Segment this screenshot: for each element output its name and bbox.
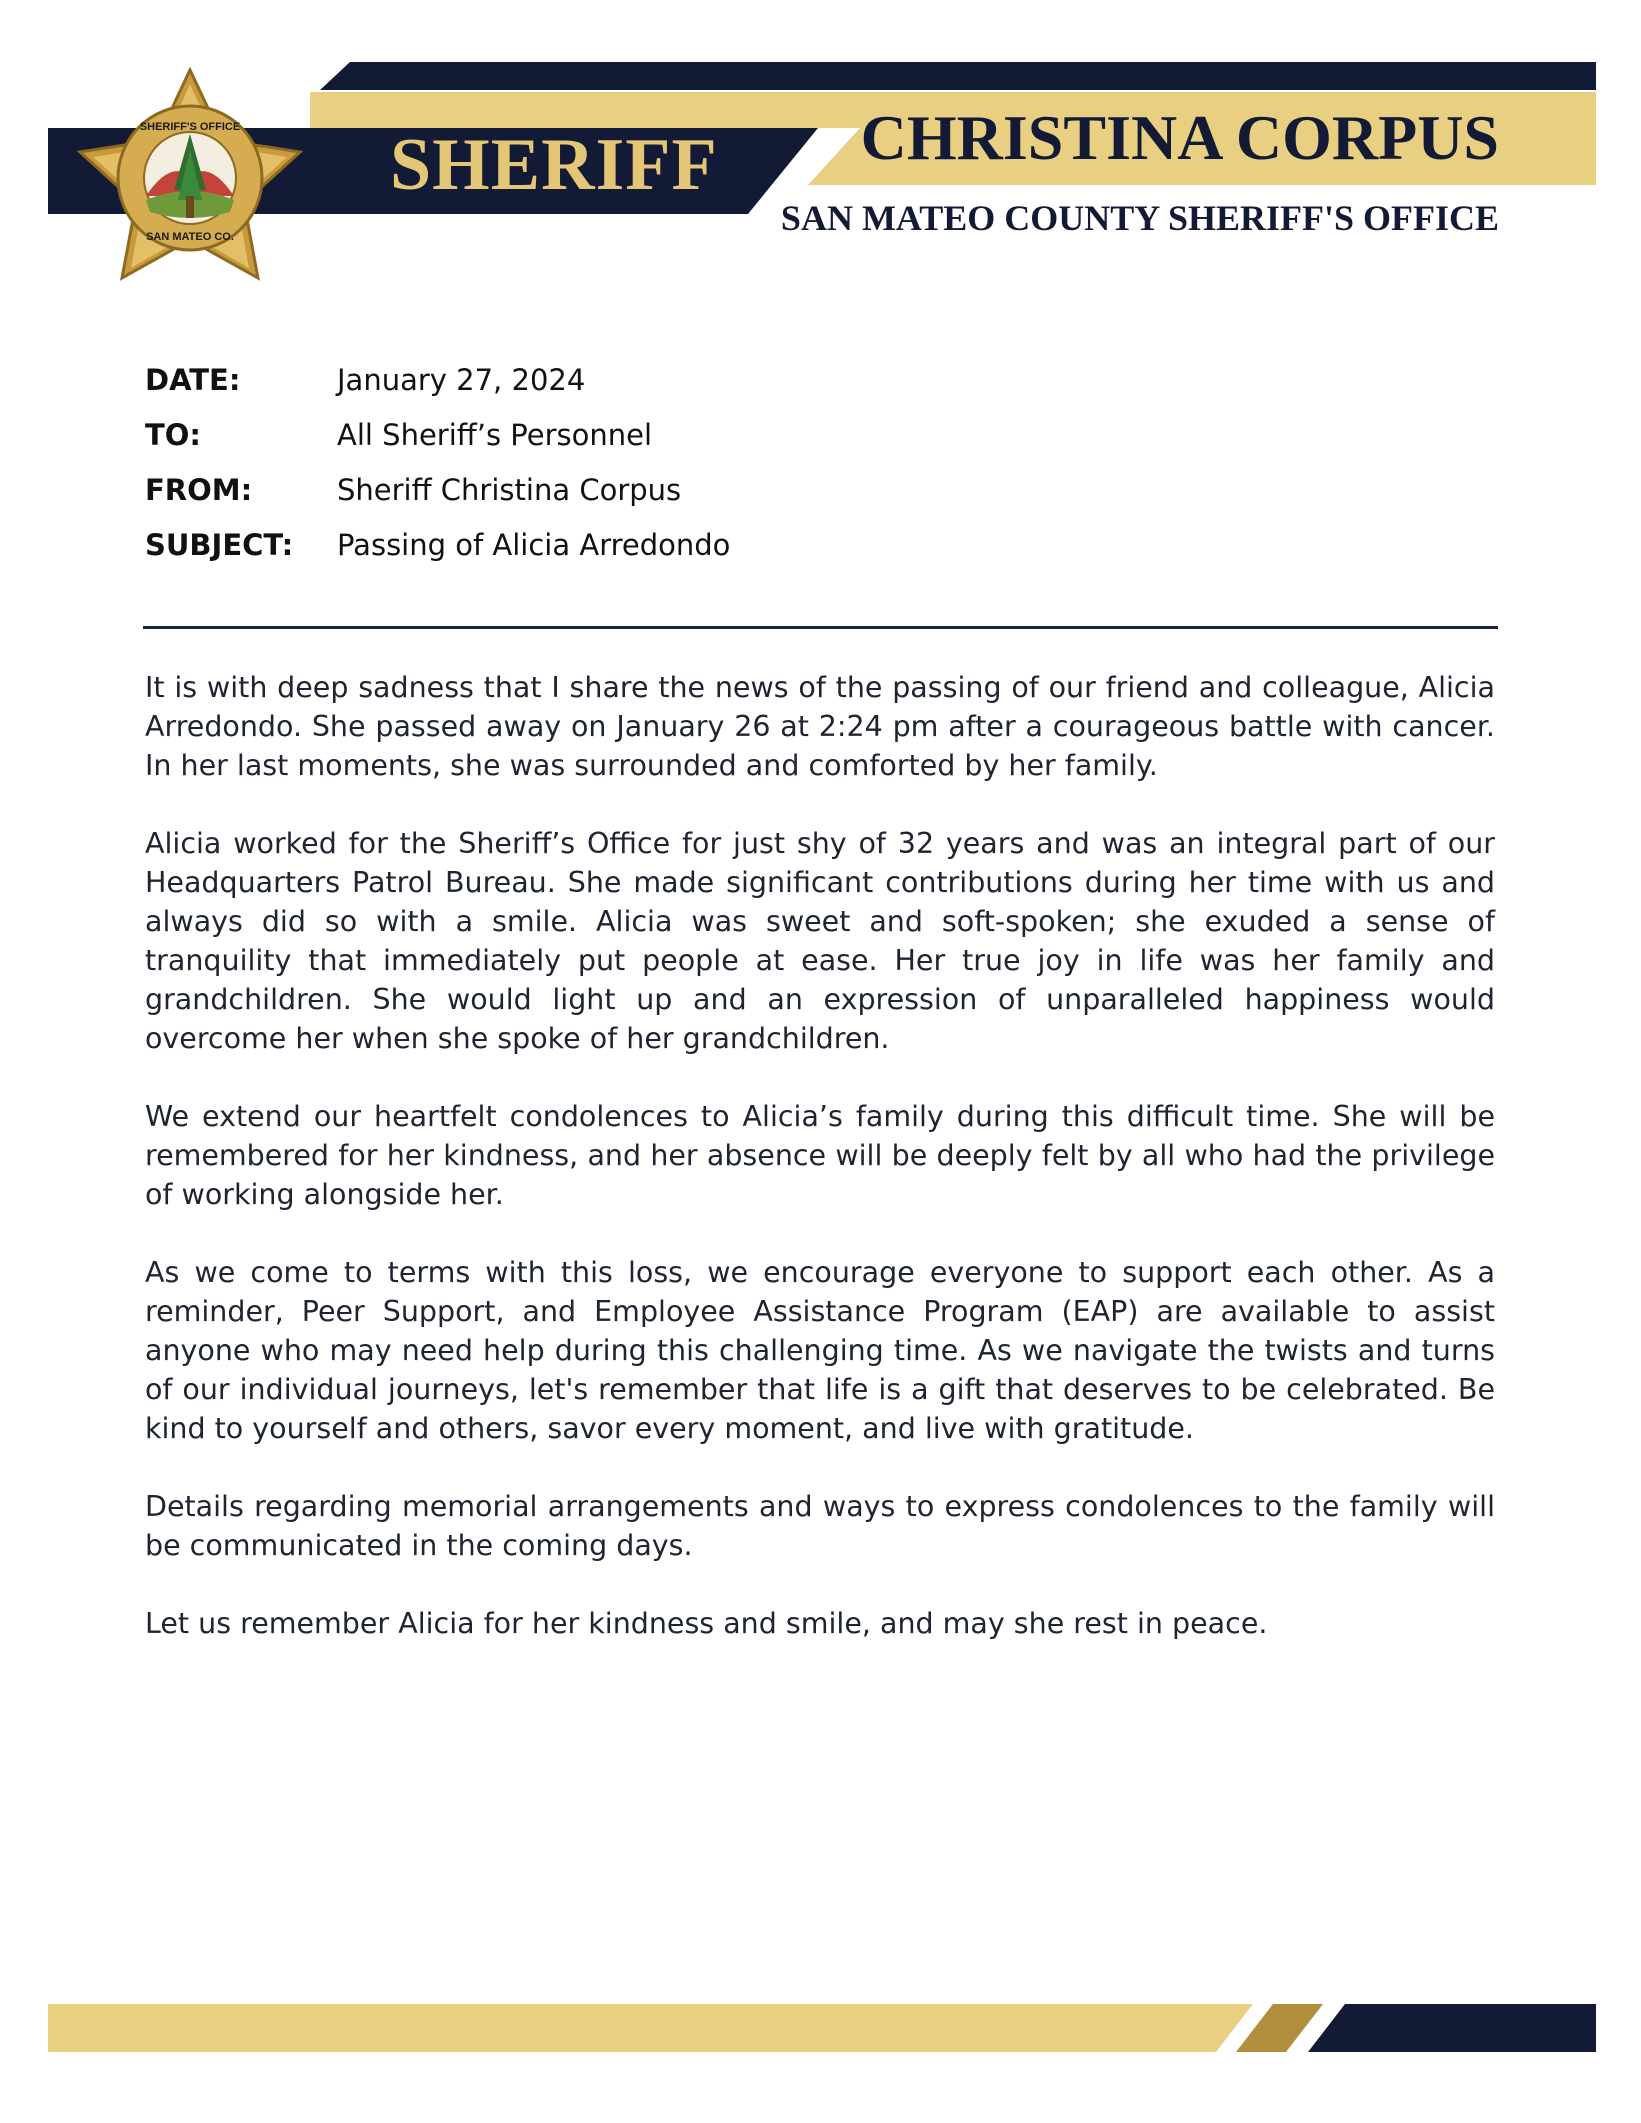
svg-text:SAN MATEO CO.: SAN MATEO CO. (146, 231, 234, 243)
subject-value: Passing of Alicia Arredondo (337, 527, 731, 562)
sheriff-badge-icon (80, 70, 300, 278)
to-label: TO: (145, 417, 202, 452)
footer-band (0, 2000, 1641, 2060)
footer-gold-strip (48, 2004, 1253, 2052)
svg-text:SHERIFF'S OFFICE: SHERIFF'S OFFICE (139, 121, 241, 133)
footer-accent-stripe (1236, 2004, 1323, 2052)
body-paragraph: It is with deep sadness that I share the news of the passing of our friend and colleague, Alicia Arredondo. She passed away on January 26 at 2:24 pm after a courageous battle with cancer. In her last moments, she was surrounded and comforted by her family. (145, 671, 1495, 782)
letterhead (0, 0, 1641, 340)
memo-row-from (145, 462, 730, 517)
date-label: DATE: (145, 362, 241, 397)
body-paragraph: We extend our heartfelt condolences to Alicia’s family during this difficult time. She will be remembered for her kindness, and her absence will be deeply felt by all who had the privilege of working alongside her. (145, 1100, 1495, 1211)
sheriff-name-title: CHRISTINA CORPUS (860, 102, 1499, 173)
body-paragraph: Alicia worked for the Sheriff’s Office for just shy of 32 years and was an integral part of our Headquarters Patrol Bureau. She made significant contributions during her time with us and always did so with a smile. Alicia was sweet and soft-spoken; she exuded a sense of tranquility that immediately put people at ease. Her true joy in life was her family and grandchildren. She would light up and an expression of unparalleled happiness would overcome her when she spoke of her grandchildren. (145, 827, 1495, 1055)
footer-graphics (0, 2000, 1641, 2060)
header-divider (143, 626, 1498, 629)
footer-navy-strip (1308, 2004, 1596, 2052)
to-value: All Sheriff’s Personnel (337, 417, 653, 452)
memo-row-date (145, 352, 730, 407)
body-paragraph: As we come to terms with this loss, we encourage everyone to support each other. As a reminder, Peer Support, and Employee Assistance Program (EAP) are available to assist anyone who may need help during this challenging time. As we navigate the twists and turns of our individual journeys, let's remember that life is a gift that deserves to be celebrated. Be kind to yourself and others, savor every moment, and live with gratitude. (145, 1256, 1495, 1445)
subject-label: SUBJECT: (145, 527, 294, 562)
memo-body (145, 668, 1495, 1682)
body-paragraph: Let us remember Alicia for her kindness and smile, and may she rest in peace. (145, 1607, 1268, 1640)
top-navy-strip (320, 62, 1596, 90)
sheriff-wordmark: SHERIFF (390, 124, 718, 206)
memo-row-to (145, 407, 730, 462)
body-paragraph: Details regarding memorial arrangements and ways to express condolences to the family will be communicated in the coming days. (145, 1490, 1495, 1562)
memo-row-subject (145, 517, 730, 572)
office-title: SAN MATEO COUNTY SHERIFF'S OFFICE (780, 198, 1499, 238)
date-value: January 27, 2024 (337, 362, 586, 397)
from-value: Sheriff Christina Corpus (337, 472, 682, 507)
memo-header (145, 352, 730, 572)
from-label: FROM: (145, 472, 253, 507)
